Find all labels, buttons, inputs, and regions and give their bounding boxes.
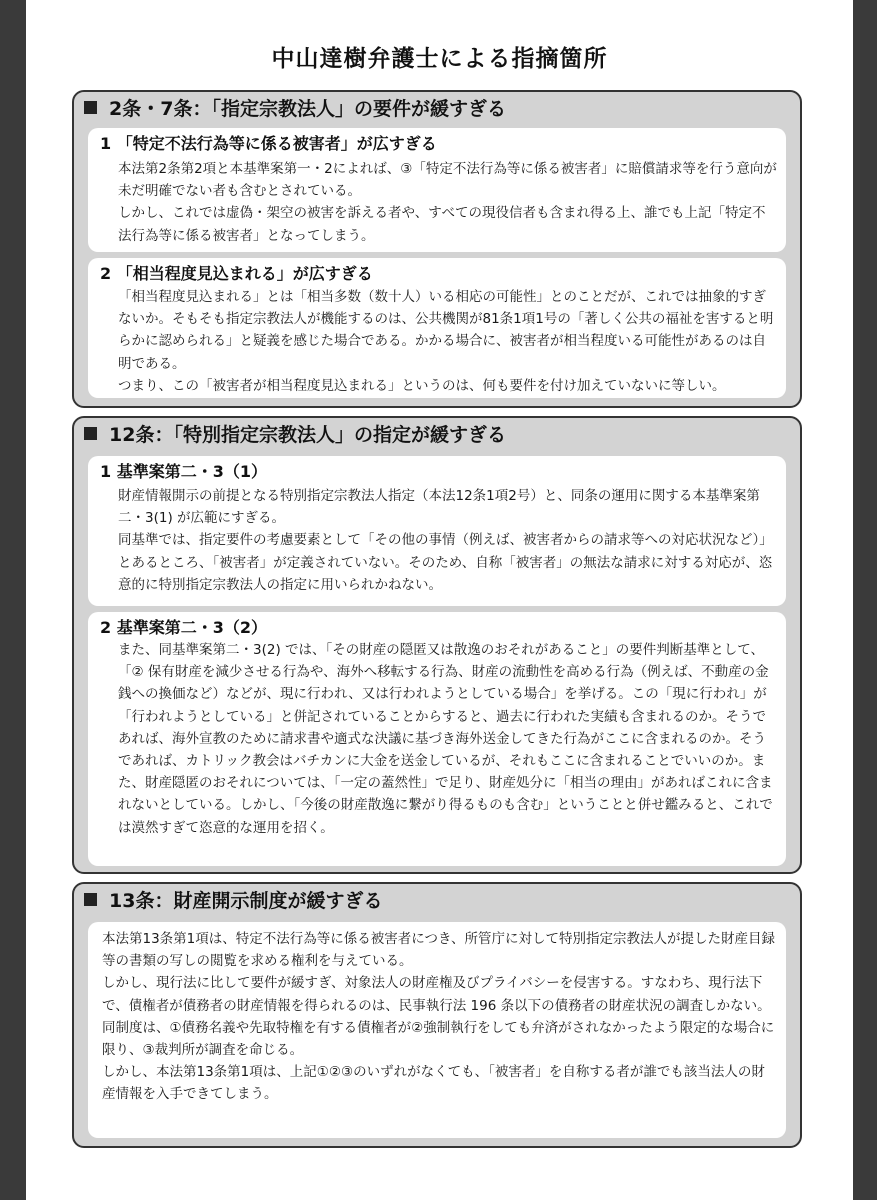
paragraph: 財産情報開示の前提となる特別指定宗教法人指定（本法12条1項2号）と、同条の運用に関する本基準案第二・3(1) が広範にすぎる。 bbox=[118, 488, 760, 527]
section-heading bbox=[84, 420, 506, 450]
section-article-13 bbox=[72, 882, 802, 1148]
section-heading-text: 13条：財産開示制度が緩すぎる bbox=[109, 890, 383, 912]
section-article-12 bbox=[72, 416, 802, 874]
paragraph: しかし、現行法に比して要件が緩すぎ、対象法人の財産権及びプライバシーを侵害する。すなわち、現行法下で、債権者が債務者の財産情報を得られるのは、民事執行法 196 条以下の債務者の財産状況の調査しかない。 bbox=[102, 975, 771, 1014]
item-body bbox=[118, 286, 778, 397]
document-page bbox=[26, 0, 853, 1200]
item-title: 2 「相当程度見込まれる」が広すぎる bbox=[100, 264, 373, 283]
section-articles-2-7 bbox=[72, 90, 802, 408]
item-card bbox=[88, 612, 786, 866]
paragraph: 同制度は、①債務名義や先取特権を有する債権者が②強制執行をしても弁済がされなかったよう限定的な場合に限り、③裁判所が調査を命じる。 bbox=[102, 1019, 775, 1059]
square-bullet-icon bbox=[84, 101, 97, 114]
paragraph: 「相当程度見込まれる」とは「相当多数（数十人）いる相応の可能性」とのことだが、これでは抽象的すぎないか。そもそも指定宗教法人が機能するのは、公共機関が81条1項1号の「著しく公共の福祉を害すると明らかに認められる」と疑義を感じた場合である。かかる場合に、被害者が相当程度いる可能性があるのは自明である。 bbox=[118, 289, 774, 372]
paragraph: また、同基準案第二・3(2) では、「その財産の隠匿又は散逸のおそれがあること」の要件判断基準として、「② 保有財産を減少させる行為や、海外へ移転する行為、財産の流動性を高める行為（例えば、不動産の金銭への換価など）などが、現に行われ、又は行われようとしている場合」を挙げる。この「現に行われ」が「行われようとしている」と併記されていることからすると、過去に行われた実績も含まれるのか。そうであれば、海外宣教のために請求書や適式な決議に基づき海外送金してきた行為がここに含まれるのか。そうであれば、カトリック教会はバチカンに大金を送金しているが、それもここに含まれることでいいのか。また、財産隠匿のおそれについては、「一定の蓋然性」で足り、財産処分に「相当の理由」があればこれに含まれないとしている。しかし、「今後の財産散逸に繋がり得るものも含む」ということと併せ鑑みると、これでは漠然すぎて恣意的な運用を招く。 bbox=[118, 642, 773, 836]
section-heading bbox=[84, 886, 382, 916]
item-body bbox=[118, 158, 778, 247]
square-bullet-icon bbox=[84, 893, 97, 906]
paragraph: しかし、本法第13条第1項は、上記①②③のいずれがなくても、「被害者」を自称する者が誰でも該当法人の財産情報を入手できてしまう。 bbox=[102, 1064, 765, 1103]
paragraph: つまり、この「被害者が相当程度見込まれる」というのは、何も要件を付け加えていないに等しい。 bbox=[118, 377, 726, 394]
page-title: 中山達樹弁護士による指摘箇所 bbox=[271, 46, 608, 72]
square-bullet-icon bbox=[84, 427, 97, 440]
item-body bbox=[118, 639, 778, 839]
paragraph: 本法第2条第2項と本基準案第一・2によれば、③「特定不法行為等に係る被害者」に賠償請求等を行う意向が未だ明確でない者も含むとされている。 bbox=[118, 161, 777, 200]
item-card bbox=[88, 922, 786, 1138]
section-heading-text: 2条・7条：「指定宗教法人」の要件が緩すぎる bbox=[109, 98, 506, 120]
item-card bbox=[88, 128, 786, 252]
item-body bbox=[118, 485, 778, 596]
item-card bbox=[88, 456, 786, 606]
section-heading bbox=[84, 94, 506, 124]
item-title: 1 基準案第二・3（1） bbox=[100, 462, 267, 481]
paragraph: 本法第13条第1項は、特定不法行為等に係る被害者につき、所管庁に対して特別指定宗教法人が提した財産目録等の書類の写しの閲覧を求める権利を与えている。 bbox=[102, 931, 775, 970]
item-card bbox=[88, 258, 786, 398]
item-title: 2 基準案第二・3（2） bbox=[100, 618, 267, 637]
paragraph: 同基準では、指定要件の考慮要素として「その他の事情（例えば、被害者からの請求等への対応状況など）」とあるところ、「被害者」が定義されていない。そのため、自称「被害者」の無法な請求に対する対応が、恣意的に特別指定宗教法人の指定に用いられかねない。 bbox=[118, 532, 773, 593]
item-body bbox=[102, 928, 778, 1106]
paragraph: しかし、これでは虚偽・架空の被害を訴える者や、すべての現役信者も含まれ得る上、誰でも上記「特定不法行為等に係る被害者」となってしまう。 bbox=[118, 205, 766, 244]
section-heading-text: 12条：「特別指定宗教法人」の指定が緩すぎる bbox=[109, 424, 506, 446]
item-title: 1 「特定不法行為等に係る被害者」が広すぎる bbox=[100, 134, 437, 153]
